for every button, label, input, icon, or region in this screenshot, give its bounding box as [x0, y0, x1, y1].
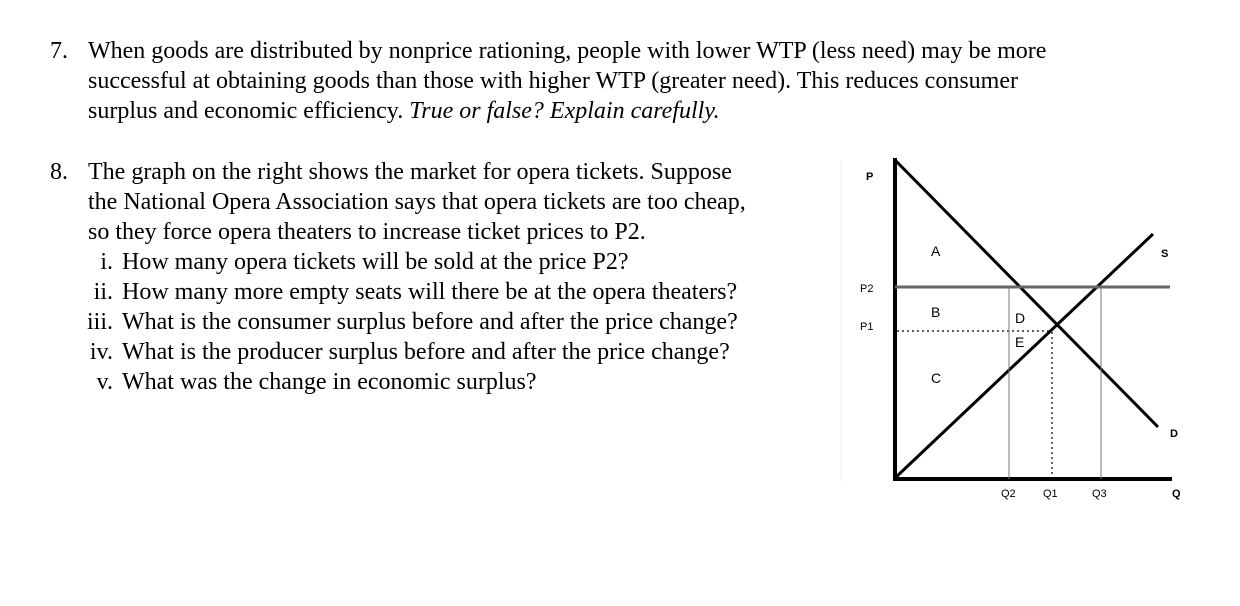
- question-8-line-2: the National Opera Association says that opera tickets are too cheap,: [88, 189, 746, 215]
- supply-label: S: [1161, 248, 1169, 260]
- sub-question-text: What is the consumer surplus before and after the price change?: [122, 309, 738, 335]
- question-7-number: 7.: [50, 38, 68, 64]
- area-b-label: B: [931, 304, 941, 320]
- p1-label: P1: [860, 321, 874, 333]
- sub-question-number: ii.: [93, 279, 113, 305]
- sub-question-number: i.: [100, 249, 113, 275]
- sub-question: [50, 367, 830, 397]
- question-7-line-3-plain: surplus and economic efficiency.: [88, 98, 410, 124]
- q3-label: Q3: [1092, 488, 1107, 500]
- question-8-line-3: so they force opera theaters to increase ticket prices to P2.: [88, 219, 646, 245]
- question-7-line-1: When goods are distributed by nonprice rationing, people with lower WTP (less need) may be more: [88, 38, 1047, 64]
- question-8-line-1: The graph on the right shows the market for opera tickets. Suppose: [88, 159, 732, 185]
- p2-label: P2: [860, 283, 874, 295]
- question-8-number: 8.: [50, 159, 68, 185]
- sub-question: [50, 277, 830, 307]
- q1-label: Q1: [1043, 488, 1058, 500]
- sub-question-number: v.: [96, 369, 113, 395]
- sub-question: [50, 247, 830, 277]
- q2-label: Q2: [1001, 488, 1016, 500]
- question-7-prompt: True or false? Explain carefully.: [409, 98, 720, 124]
- supply-curve: [895, 234, 1153, 478]
- question-7: [50, 36, 1200, 126]
- sub-question-list: [50, 247, 830, 397]
- sub-question-text: What is the producer surplus before and after the price change?: [122, 339, 730, 365]
- question-7-line-2: successful at obtaining goods than those with higher WTP (greater need). This reduces consumer: [88, 68, 1018, 94]
- demand-label: D: [1170, 428, 1178, 440]
- question-7-line-3: [88, 96, 1046, 126]
- sub-question: [50, 307, 830, 337]
- area-e-label: E: [1015, 334, 1025, 350]
- sub-question-text: How many opera tickets will be sold at the price P2?: [122, 249, 629, 275]
- question-8-text: [88, 157, 746, 247]
- area-a-label: A: [931, 243, 941, 259]
- sub-question-text: How many more empty seats will there be at the opera theaters?: [122, 279, 738, 305]
- area-c-label: C: [931, 370, 942, 386]
- demand-curve: [895, 160, 1158, 427]
- sub-question-number: iv.: [89, 339, 113, 365]
- sub-question-number: iii.: [86, 309, 113, 335]
- supply-demand-diagram: [840, 150, 1200, 510]
- sub-question: [50, 337, 830, 367]
- quantity-axis-label: Q: [1172, 488, 1181, 500]
- sub-question-text: What was the change in economic surplus?: [122, 369, 537, 395]
- question-7-text: [88, 36, 1046, 126]
- question-8: [50, 157, 830, 397]
- area-d-label: D: [1015, 310, 1026, 326]
- price-axis-label: P: [866, 171, 874, 183]
